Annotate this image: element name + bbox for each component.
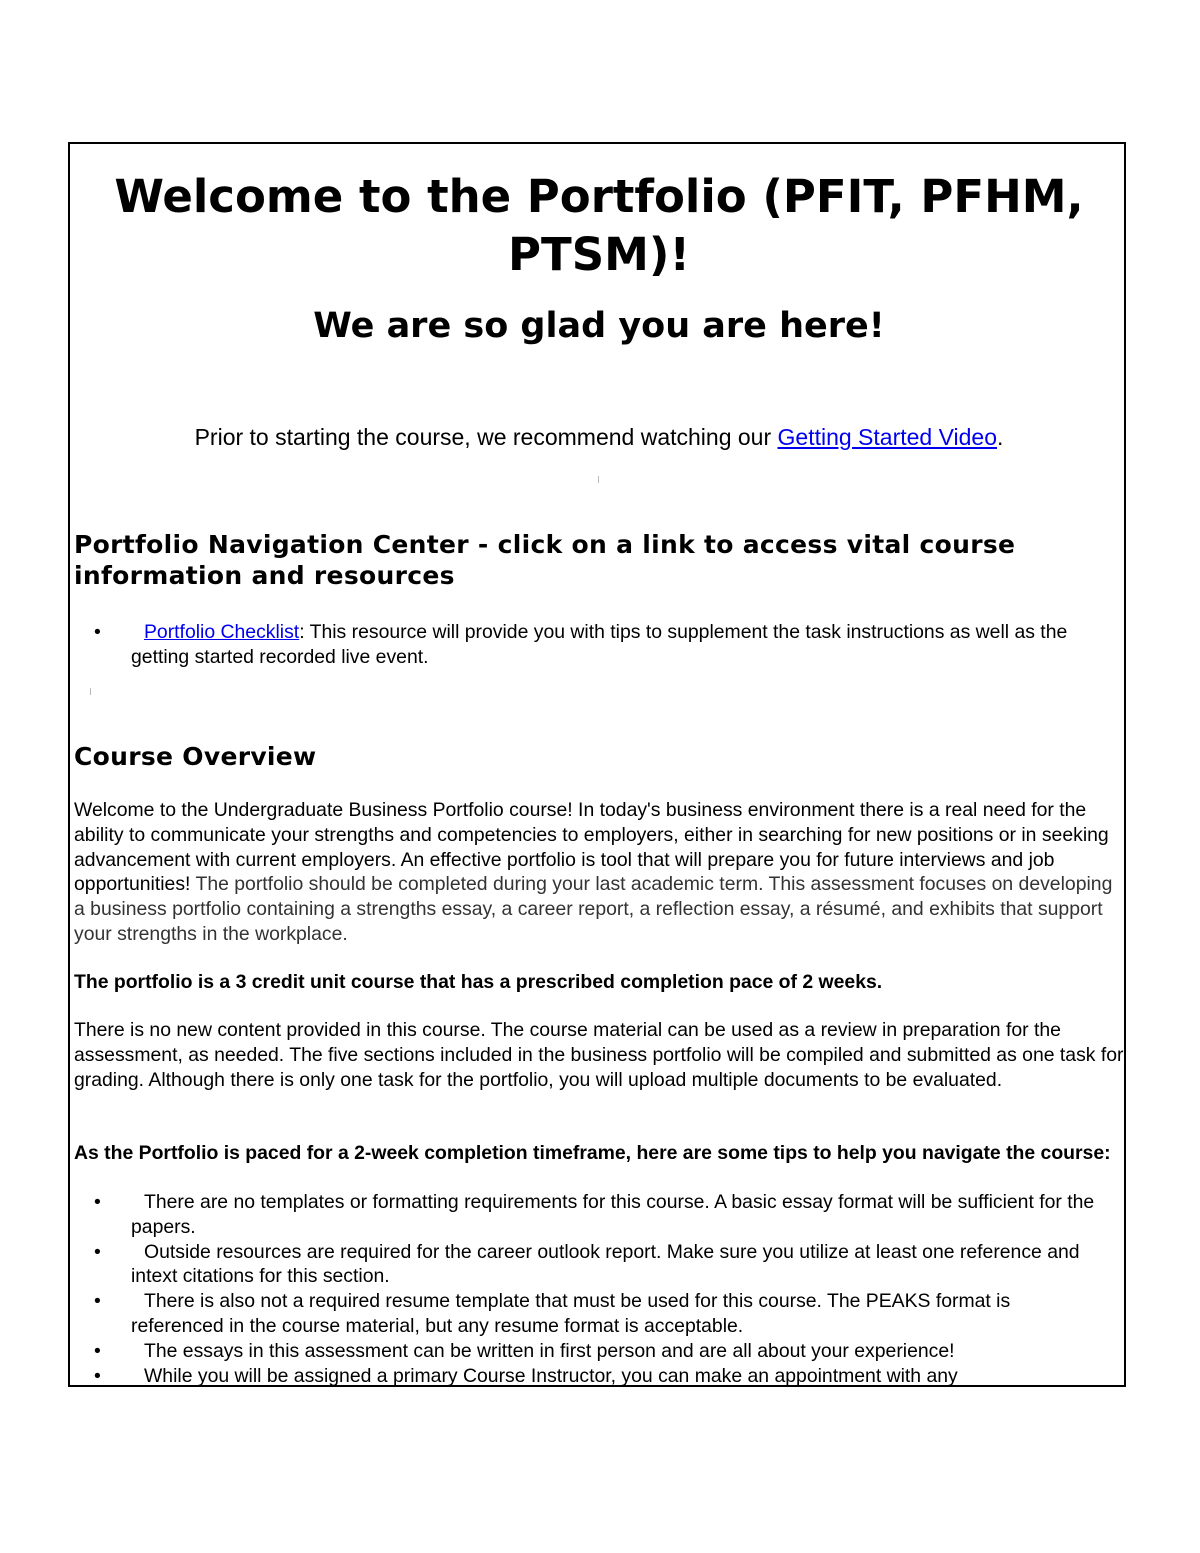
document-frame <box>68 142 1126 1387</box>
intro-text: Prior to starting the course, we recommend watching our <box>194 424 778 450</box>
page-subtitle: We are so glad you are here! <box>313 306 885 346</box>
tip-text: The essays in this assessment can be written in first person and are all about your experience! <box>144 1339 955 1362</box>
overview-text: Welcome to the Undergraduate Business Portfolio course! In today's business environment there is a real need for the ability to communicate your strengths and competencies to employers, either in searching for new positions or in seeking advancement with current employers. An effective portfolio is tool that will prepare you for future interviews and job opportunities! <box>74 799 1109 896</box>
tip-text: There is also not a required resume template that must be used for this course. The PEAKS format is referenced in the course material, but any resume format is acceptable. <box>131 1290 1011 1337</box>
getting-started-video-link[interactable]: Getting Started Video <box>777 424 998 450</box>
overview-paragraph <box>74 798 1126 947</box>
tips-list <box>70 1190 1126 1387</box>
bullet-icon: • <box>94 1290 101 1313</box>
list-item <box>70 620 1126 670</box>
list-item <box>70 1364 1126 1387</box>
tip-text: Outside resources are required for the career outlook report. Make sure you utilize at least one reference and intext citations for this section. <box>131 1240 1080 1288</box>
list-item <box>70 1190 1126 1240</box>
pace-note: The portfolio is a 3 credit unit course that has a prescribed completion pace of 2 weeks. <box>74 971 883 993</box>
bullet-icon: • <box>94 1191 101 1213</box>
portfolio-checklist-link[interactable]: Portfolio Checklist <box>144 621 300 643</box>
bullet-icon: • <box>94 1339 101 1362</box>
page-title-line-1: Welcome to the Portfolio (PFIT, PFHM, <box>114 170 1084 223</box>
page-title <box>70 168 1126 284</box>
divider-mark <box>598 476 599 483</box>
content-paragraph: There is no new content provided in this course. The course material can be used as a review in preparation for the assessment, as needed. The five sections included in the business portfolio will be compiled and submitted as one task for grading. Although there is only one task for the portfolio, you will upload multiple documents to be evaluated. <box>74 1019 1124 1091</box>
intro-paragraph <box>70 422 1126 452</box>
list-item <box>70 1240 1126 1290</box>
nav-center-heading: Portfolio Navigation Center - click on a link to access vital course information and resources <box>74 530 1016 590</box>
list-item <box>70 1339 1126 1364</box>
bullet-icon: • <box>94 1364 101 1387</box>
page-title-line-2: PTSM)! <box>508 228 690 281</box>
bullet-icon: • <box>94 621 101 643</box>
overview-text-gray: The portfolio should be completed during your last academic term. This assessment focuses on developing a business portfolio containing a strengths essay, a career report, a reflection essay, a résumé, and exhibits that support your strengths in the workplace. <box>74 873 1113 945</box>
tip-text: There are no templates or formatting requirements for this course. A basic essay format will be sufficient for the papers. <box>131 1191 1095 1238</box>
portfolio-checklist-description: : This resource will provide you with tips to supplement the task instructions as well as the getting started recorded live event. <box>131 621 1068 668</box>
nav-center-list <box>70 620 1126 670</box>
intro-period: . <box>997 424 1004 450</box>
list-item <box>70 1289 1126 1339</box>
divider-mark <box>90 688 91 695</box>
course-overview-heading: Course Overview <box>74 742 317 771</box>
bullet-icon: • <box>94 1240 101 1263</box>
tip-text: While you will be assigned a primary Course Instructor, you can make an appointment with any <box>144 1364 958 1387</box>
tips-heading: As the Portfolio is paced for a 2-week completion timeframe, here are some tips to help you navigate the course: <box>74 1142 1111 1164</box>
